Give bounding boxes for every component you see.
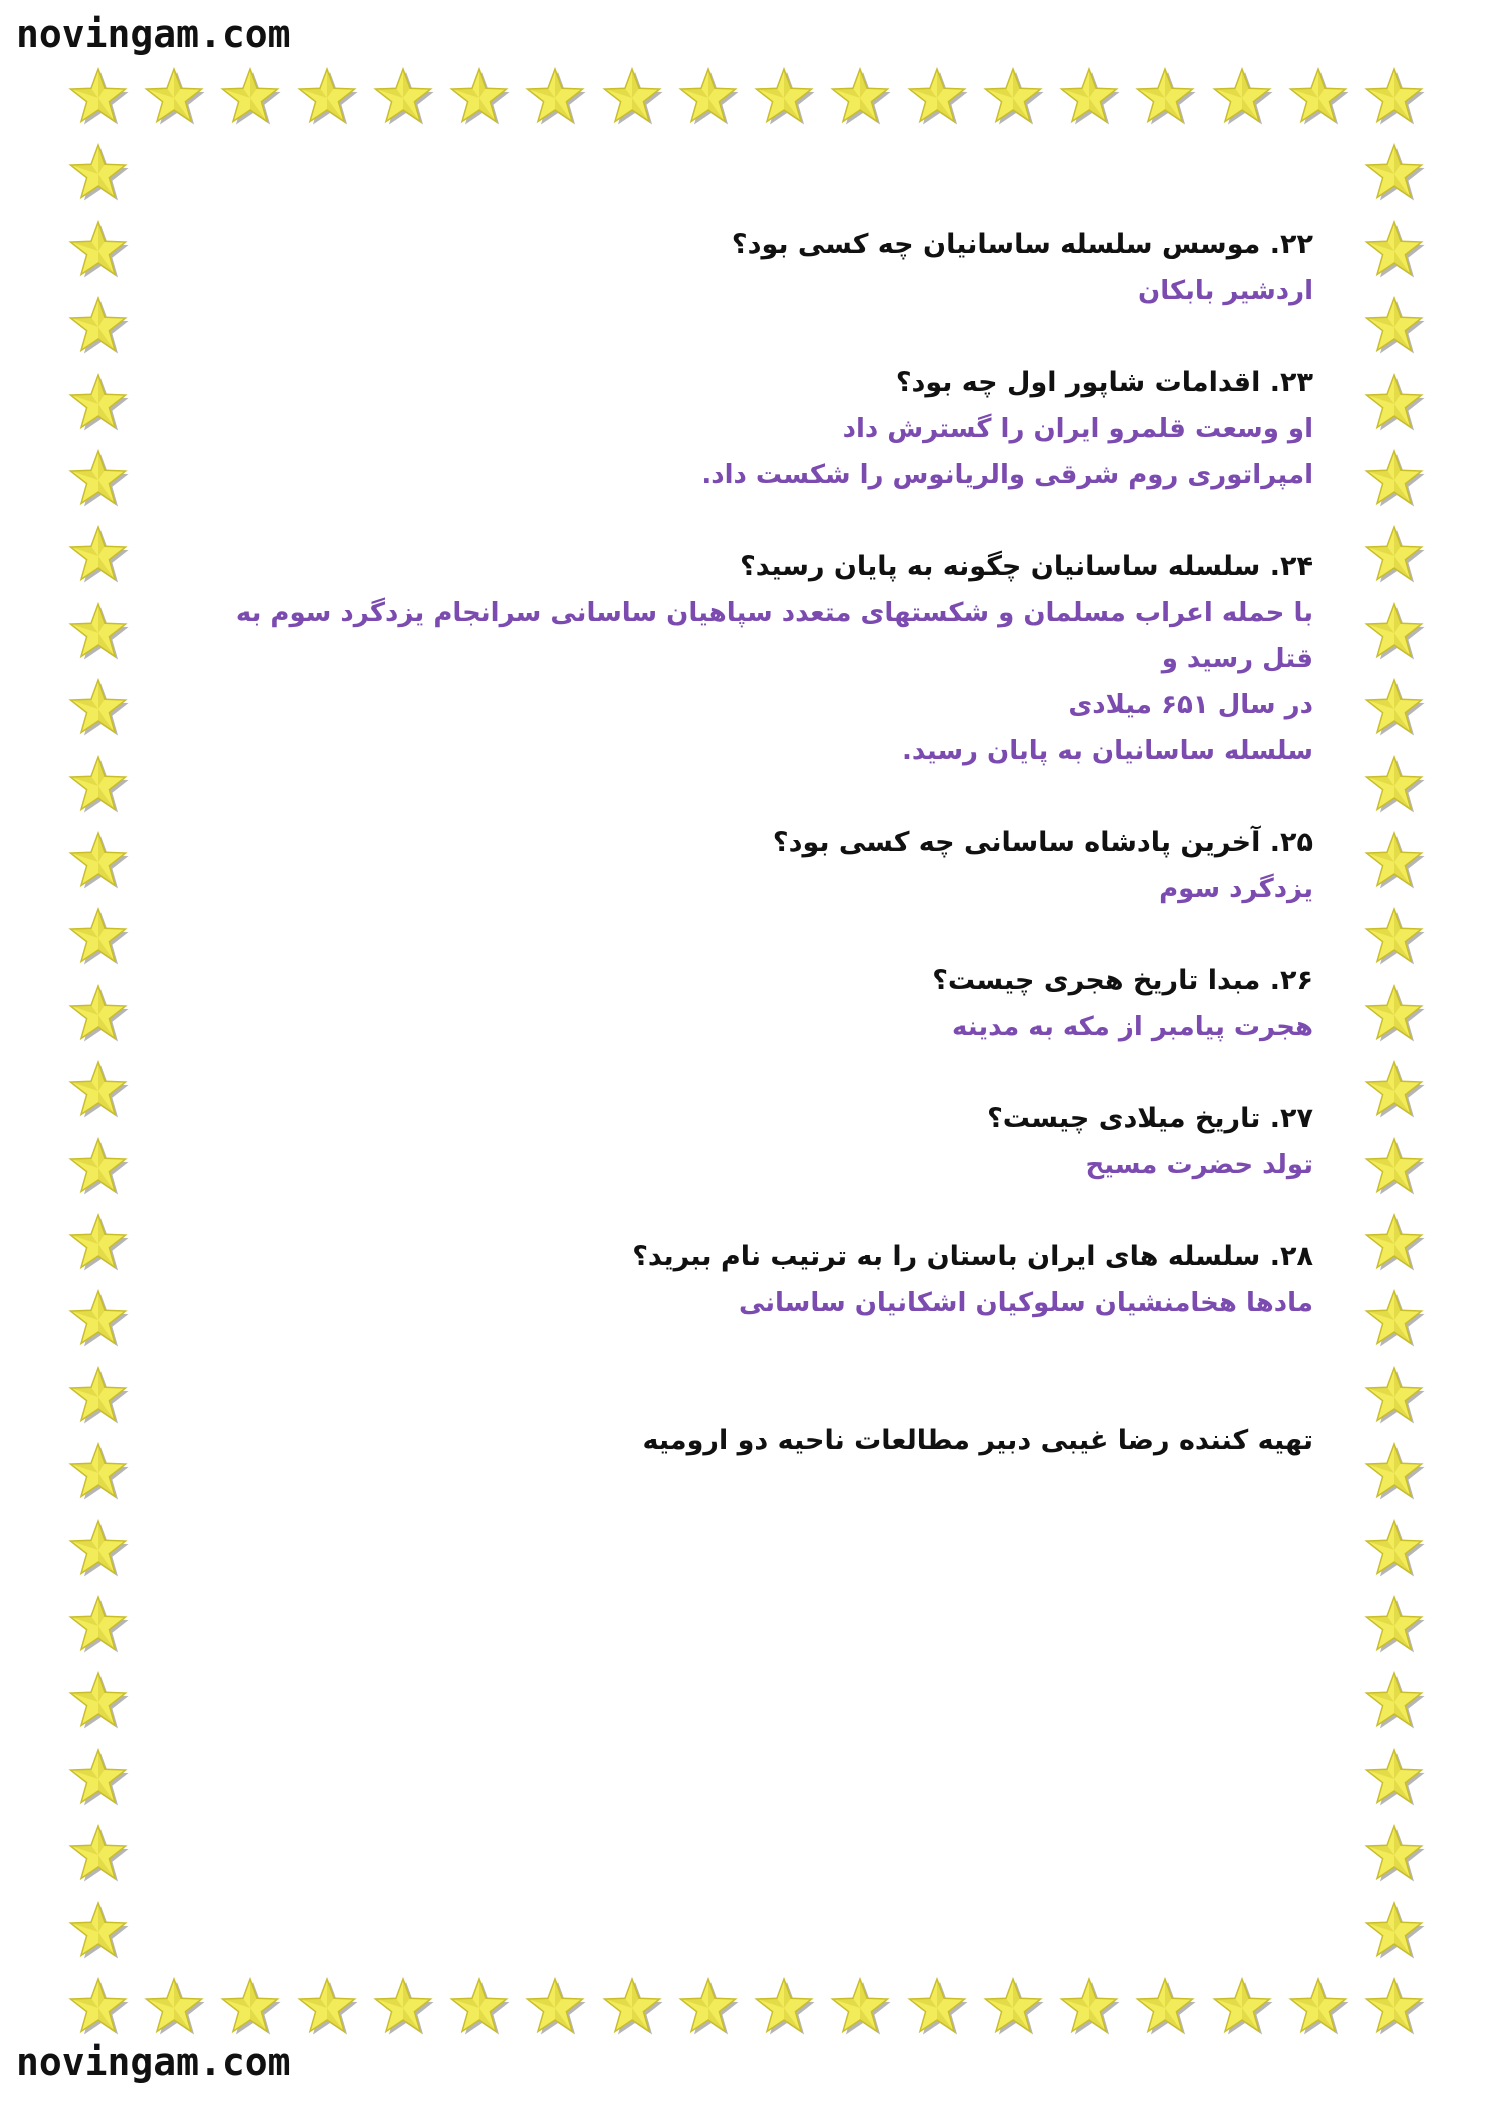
star-icon <box>66 1747 130 1811</box>
star-icon <box>66 1288 130 1352</box>
star-icon <box>1362 1900 1426 1964</box>
star-icon <box>828 1976 892 2040</box>
star-icon <box>1362 372 1426 436</box>
star-icon <box>66 372 130 436</box>
star-icon <box>1362 448 1426 512</box>
answer-25-line-1: یزدگرد سوم <box>1159 874 1313 904</box>
star-icon <box>142 1976 206 2040</box>
star-icon <box>1362 1288 1426 1352</box>
star-icon <box>1362 66 1426 130</box>
star-icon <box>1362 1059 1426 1123</box>
star-icon <box>66 524 130 588</box>
star-icon <box>752 66 816 130</box>
question-block-24 <box>200 544 1313 774</box>
answer-26-line-1: هجرت پیامبر از مکه به مدینه <box>951 1012 1313 1042</box>
question-block-28 <box>200 1234 1313 1326</box>
star-icon <box>905 1976 969 2040</box>
star-icon <box>1362 1136 1426 1200</box>
star-icon <box>66 601 130 665</box>
star-icon <box>66 448 130 512</box>
star-icon <box>66 677 130 741</box>
star-icon <box>371 66 435 130</box>
star-icon <box>66 219 130 283</box>
star-icon <box>1362 1670 1426 1734</box>
question-block-23 <box>200 360 1313 498</box>
star-icon <box>218 66 282 130</box>
star-icon <box>1286 66 1350 130</box>
question-25: ۲۵. آخرین پادشاه ساسانی چه کسی بود؟ <box>772 827 1313 858</box>
answer-23-line-1: او وسعت قلمرو ایران را گسترش داد <box>842 414 1313 444</box>
star-icon <box>1133 66 1197 130</box>
star-icon <box>447 1976 511 2040</box>
answer-22-line-1: اردشیر بابکان <box>1138 276 1313 306</box>
star-icon <box>600 66 664 130</box>
star-icon <box>66 1136 130 1200</box>
star-icon <box>66 1976 130 2040</box>
star-icon <box>828 66 892 130</box>
question-block-27 <box>200 1096 1313 1188</box>
star-icon <box>218 1976 282 2040</box>
star-icon <box>66 830 130 894</box>
question-block-26 <box>200 958 1313 1050</box>
star-icon <box>1362 983 1426 1047</box>
star-icon <box>1362 830 1426 894</box>
question-block-25 <box>200 820 1313 912</box>
question-27: ۲۷. تاریخ میلادی چیست؟ <box>987 1103 1313 1134</box>
star-icon <box>66 295 130 359</box>
star-icon <box>295 66 359 130</box>
star-icon <box>752 1976 816 2040</box>
star-icon <box>523 1976 587 2040</box>
star-icon <box>142 66 206 130</box>
star-icon <box>66 1594 130 1658</box>
star-icon <box>371 1976 435 2040</box>
question-24: ۲۴. سلسله ساسانیان چگونه به پایان رسید؟ <box>740 551 1313 582</box>
question-23: ۲۳. اقدامات شاپور اول چه بود؟ <box>895 367 1313 398</box>
star-icon <box>66 1900 130 1964</box>
star-icon <box>66 1441 130 1505</box>
star-icon <box>66 1518 130 1582</box>
question-22: ۲۲. موسس سلسله ساسانیان چه کسی بود؟ <box>731 229 1313 260</box>
star-icon <box>1362 1441 1426 1505</box>
star-icon <box>600 1976 664 2040</box>
author-credit: تهیه کننده رضا غیبی دبیر مطالعات ناحیه دو ارومیه <box>642 1425 1313 1456</box>
answer-23-line-2: امپراتوری روم شرقی والریانوس را شکست داد. <box>701 460 1313 490</box>
answer-24-line-1: با حمله اعراب مسلمان و شکستهای متعدد سپاهیان ساسانی سرانجام یزدگرد سوم به قتل رسید و <box>235 598 1313 674</box>
star-icon <box>1362 1518 1426 1582</box>
star-icon <box>1362 1212 1426 1276</box>
star-icon <box>1057 66 1121 130</box>
star-icon <box>1362 295 1426 359</box>
star-icon <box>1210 1976 1274 2040</box>
star-icon <box>1362 219 1426 283</box>
star-icon <box>1362 906 1426 970</box>
star-icon <box>981 66 1045 130</box>
star-icon <box>295 1976 359 2040</box>
star-icon <box>981 1976 1045 2040</box>
watermark-bottom: novingam.com <box>16 2040 291 2084</box>
star-icon <box>1362 1976 1426 2040</box>
star-icon <box>66 1212 130 1276</box>
answer-27-line-1: تولد حضرت مسیح <box>1085 1150 1313 1180</box>
star-icon <box>1362 601 1426 665</box>
star-icon <box>66 142 130 206</box>
star-icon <box>1362 754 1426 818</box>
star-icon <box>1362 1365 1426 1429</box>
watermark-top: novingam.com <box>16 12 291 56</box>
star-icon <box>1057 1976 1121 2040</box>
question-28: ۲۸. سلسله های ایران باستان را به ترتیب نام ببرید؟ <box>632 1241 1313 1272</box>
star-icon <box>1362 142 1426 206</box>
star-icon <box>676 66 740 130</box>
star-icon <box>447 66 511 130</box>
question-block-22 <box>200 222 1313 314</box>
star-icon <box>1362 1823 1426 1887</box>
answer-28-line-1: مادها هخامنشیان سلوکیان اشکانیان ساسانی <box>738 1288 1313 1318</box>
answer-24-line-2: در سال ۶۵۱ میلادی <box>1068 690 1313 720</box>
star-icon <box>1286 1976 1350 2040</box>
star-icon <box>1210 66 1274 130</box>
star-icon <box>676 1976 740 2040</box>
star-icon <box>66 1823 130 1887</box>
star-icon <box>66 906 130 970</box>
answer-24-line-3: سلسله ساسانیان به پایان رسید. <box>901 736 1313 766</box>
star-icon <box>1362 677 1426 741</box>
star-icon <box>1362 1747 1426 1811</box>
star-icon <box>1362 1594 1426 1658</box>
star-icon <box>905 66 969 130</box>
worksheet-content <box>200 222 1313 1464</box>
star-icon <box>66 1059 130 1123</box>
star-icon <box>66 66 130 130</box>
question-26: ۲۶. مبدا تاریخ هجری چیست؟ <box>932 965 1313 996</box>
star-icon <box>66 754 130 818</box>
star-icon <box>1362 524 1426 588</box>
star-icon <box>66 1670 130 1734</box>
star-icon <box>66 1365 130 1429</box>
star-icon <box>523 66 587 130</box>
star-icon <box>1133 1976 1197 2040</box>
star-icon <box>66 983 130 1047</box>
